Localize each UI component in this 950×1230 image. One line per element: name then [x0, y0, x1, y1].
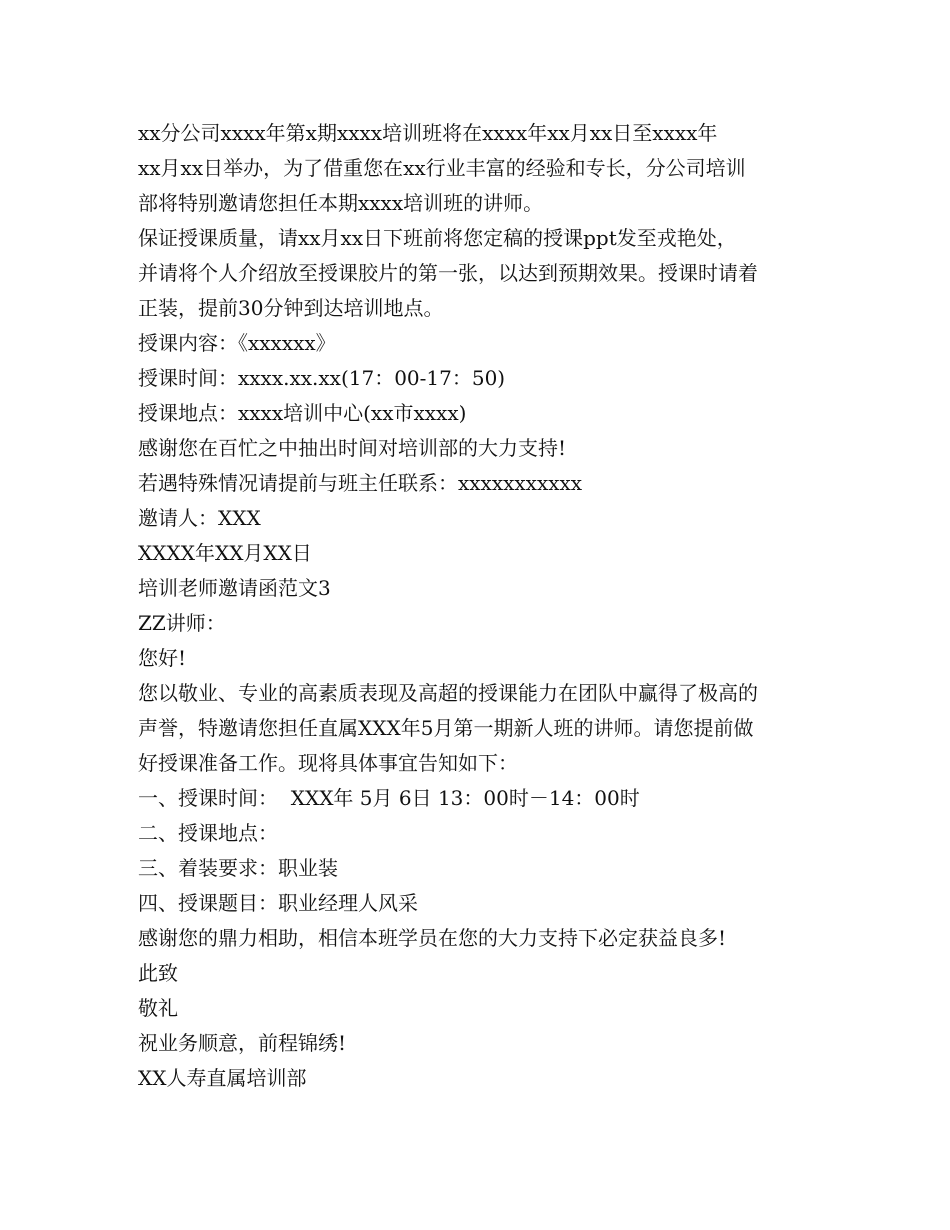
text-line: XXXX年XX月XX日 [138, 541, 312, 565]
text-line: ZZ讲师： [138, 611, 226, 635]
text-line: 一、授课时间： XXX年 5月 6日 13：00时－14：00时 [138, 786, 640, 810]
text-line: 此致 [138, 961, 178, 985]
text-line: 部将特别邀请您担任本期xxxx培训班的讲师。 [138, 191, 544, 215]
text-line: 三、着装要求：职业装 [138, 856, 338, 880]
text-line: 并请将个人介绍放至授课胶片的第一张，以达到预期效果。授课时请着 [138, 261, 758, 285]
text-line: 感谢您在百忙之中抽出时间对培训部的大力支持! [138, 436, 567, 460]
text-line: 您以敬业、专业的高素质表现及高超的授课能力在团队中赢得了极高的 [138, 681, 758, 705]
text-line: 二、授课地点： [138, 821, 278, 845]
text-line: 保证授课质量，请xx月xx日下班前将您定稿的授课ppt发至戎艳处， [138, 226, 737, 250]
signature-line: XX人寿直属培训部 [138, 1066, 307, 1090]
section-title: 培训老师邀请函范文3 [138, 576, 331, 600]
text-line: 您好! [138, 646, 187, 670]
text-line: 授课时间：xxxx.xx.xx(17：00-17：50) [138, 366, 506, 390]
text-line: 邀请人：XXX [138, 506, 261, 530]
text-line: xx分公司xxxx年第x期xxxx培训班将在xxxx年xx月xx日至xxxx年 [138, 121, 718, 145]
text-line: xx月xx日举办，为了借重您在xx行业丰富的经验和专长，分公司培训 [138, 156, 746, 180]
text-line: 正装，提前30分钟到达培训地点。 [138, 296, 444, 320]
text-line: 敬礼 [138, 996, 178, 1020]
text-line: 四、授课题目：职业经理人风采 [138, 891, 418, 915]
text-line: 感谢您的鼎力相助，相信本班学员在您的大力支持下必定获益良多! [138, 926, 727, 950]
text-line: 若遇特殊情况请提前与班主任联系：xxxxxxxxxxx [138, 471, 583, 495]
text-line: 祝业务顺意，前程锦绣! [138, 1031, 347, 1055]
document-body [138, 116, 818, 1096]
text-line: 授课内容：《xxxxxx》 [138, 331, 336, 355]
text-line: 声誉，特邀请您担任直属XXX年5月第一期新人班的讲师。请您提前做 [138, 716, 754, 740]
text-line: 好授课准备工作。现将具体事宜告知如下： [138, 751, 518, 775]
text-line: 授课地点：xxxx培训中心(xx市xxxx) [138, 401, 467, 425]
